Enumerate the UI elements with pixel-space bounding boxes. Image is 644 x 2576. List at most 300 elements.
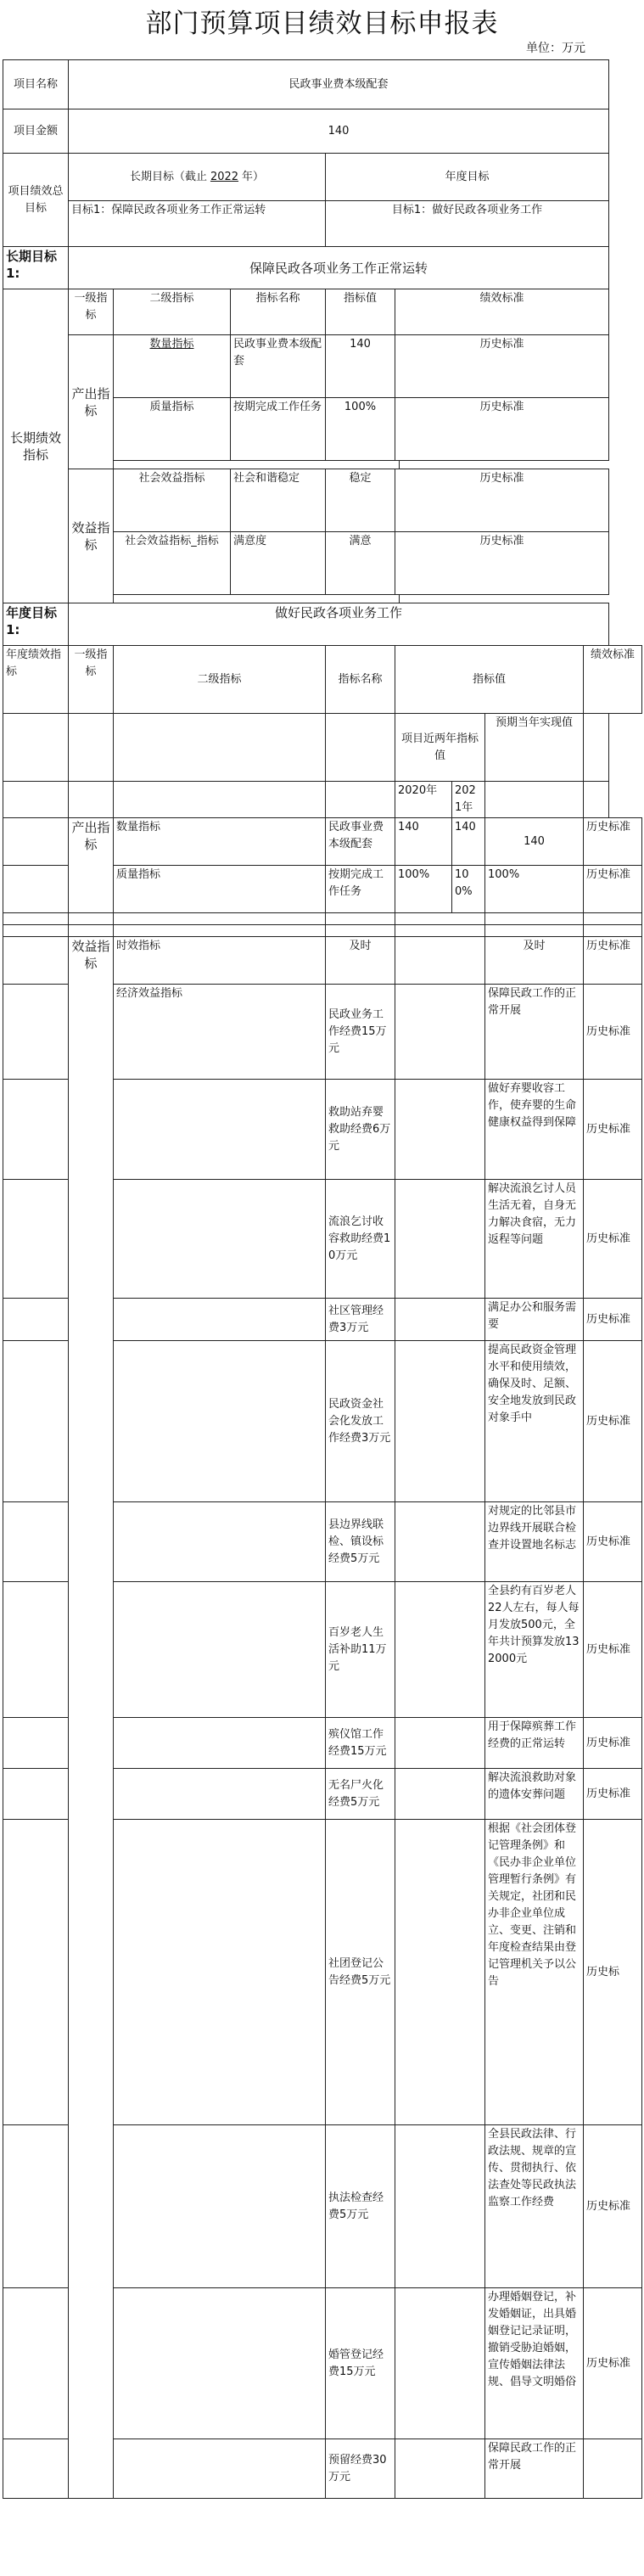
timeliness-expected bbox=[485, 937, 584, 985]
table-cell bbox=[395, 2439, 485, 2499]
header-level1 bbox=[69, 289, 114, 335]
econ-item-name-text: 社区管理经费3万元 bbox=[328, 1304, 384, 1334]
econ-item-standard bbox=[584, 2288, 642, 2439]
header-level1-text: 一级指标 bbox=[74, 292, 108, 322]
annual-output-level1 bbox=[69, 818, 114, 913]
table-cell bbox=[3, 714, 69, 782]
annual-output-standard-text: 历史标准 bbox=[586, 821, 631, 833]
table-cell bbox=[3, 2125, 69, 2288]
long-term-value bbox=[326, 398, 395, 461]
table-cell bbox=[69, 782, 114, 818]
econ-item-name bbox=[326, 1718, 395, 1769]
table-cell bbox=[326, 913, 395, 925]
annual-header-standard bbox=[584, 646, 642, 714]
recent-two-header-text: 项目近两年指标值 bbox=[400, 732, 479, 762]
annual-header-level2 bbox=[114, 646, 326, 714]
long-term-section-value bbox=[69, 247, 609, 289]
table-row bbox=[3, 247, 642, 289]
table-row bbox=[3, 289, 642, 335]
econ-item-name bbox=[326, 2288, 395, 2439]
timeliness-name bbox=[326, 937, 395, 985]
project-amount-label-text: 项目金额 bbox=[13, 124, 58, 137]
annual-output-2021-text: 140 bbox=[455, 821, 476, 833]
table-cell bbox=[584, 714, 609, 782]
long-term-level2-text: 社会效益指标_指标 bbox=[125, 535, 219, 547]
table-cell bbox=[3, 1180, 69, 1299]
econ-item-desc bbox=[485, 1180, 584, 1299]
annual-output-2021-text: 100% bbox=[455, 868, 473, 898]
page-title: 部门预算项目绩效目标申报表 bbox=[145, 8, 499, 39]
econ-item-name bbox=[326, 1180, 395, 1299]
annual-label-text: 年度目标 bbox=[445, 170, 490, 183]
econ-item-desc bbox=[485, 1769, 584, 1820]
econ-item-standard-text: 历史标准 bbox=[586, 1736, 631, 1749]
table-row bbox=[3, 335, 642, 398]
table-cell bbox=[395, 1769, 485, 1820]
header-value bbox=[326, 289, 395, 335]
econ-item-name bbox=[326, 2439, 395, 2499]
long-term-level2-text: 质量指标 bbox=[149, 401, 194, 413]
table-row bbox=[3, 60, 642, 109]
econ-item-standard-text: 历史标准 bbox=[586, 2356, 631, 2370]
econ-item-name-text: 救助站弃婴救助经费6万元 bbox=[328, 1105, 391, 1153]
econ-item-name-text: 预留经费30万元 bbox=[328, 2453, 387, 2483]
header-standard bbox=[395, 289, 609, 335]
econ-item-desc bbox=[485, 1299, 584, 1341]
annual-side-label bbox=[3, 646, 69, 714]
table-cell bbox=[395, 1820, 485, 2125]
expected-header bbox=[485, 714, 584, 782]
long-term-label-part: 2022 bbox=[210, 170, 239, 183]
annual-section-label bbox=[3, 603, 69, 646]
table-cell bbox=[3, 866, 69, 913]
project-amount-text: 140 bbox=[328, 124, 350, 137]
annual-output-expected-text: 100% bbox=[488, 868, 520, 881]
annual-output-level2 bbox=[114, 866, 326, 913]
econ-item-desc-text: 对规定的比邻县市边界线开展联合检查并设置地名标志 bbox=[488, 1505, 577, 1552]
table-cell bbox=[69, 925, 114, 937]
table-cell bbox=[485, 913, 584, 925]
long-term-standard bbox=[395, 398, 609, 461]
econ-item-standard-text: 历史标准 bbox=[586, 1414, 631, 1428]
year1-header bbox=[395, 782, 452, 818]
econ-item-standard-text: 历史标准 bbox=[586, 1787, 631, 1800]
long-term-label-part: 年） bbox=[242, 170, 265, 183]
annual-output-expected bbox=[485, 818, 584, 866]
long-term-name-text: 满意度 bbox=[233, 535, 267, 547]
table-row bbox=[3, 818, 642, 866]
table-cell bbox=[395, 937, 485, 985]
annual-output-2021 bbox=[452, 818, 485, 866]
table-cell bbox=[326, 782, 395, 818]
project-name bbox=[69, 60, 609, 109]
econ-item-desc bbox=[485, 985, 584, 1080]
table-row bbox=[3, 109, 642, 154]
table-row bbox=[3, 603, 642, 646]
project-name-label-text: 项目名称 bbox=[13, 77, 58, 91]
table-cell bbox=[114, 1080, 326, 1180]
econ-item-name-text: 县边界线联检、镇设标经费5万元 bbox=[328, 1518, 384, 1565]
table-cell bbox=[114, 2288, 326, 2439]
econ-item-name-text: 殡仪馆工作经费15万元 bbox=[328, 1727, 387, 1758]
table-cell bbox=[3, 1341, 69, 1502]
table-cell bbox=[114, 1718, 326, 1769]
econ-item-desc bbox=[485, 1080, 584, 1180]
table-cell bbox=[114, 1502, 326, 1582]
long-term-name bbox=[231, 532, 326, 595]
long-term-standard bbox=[395, 532, 609, 595]
long-term-level1-text: 产出指标 bbox=[71, 385, 110, 418]
table-cell bbox=[3, 1080, 69, 1180]
table-cell bbox=[395, 2288, 485, 2439]
econ-item-standard bbox=[584, 2125, 642, 2288]
table-row bbox=[3, 782, 642, 818]
table-cell bbox=[3, 1820, 69, 2125]
long-term-name bbox=[231, 335, 326, 398]
long-term-name bbox=[231, 398, 326, 461]
long-term-side-label bbox=[3, 289, 69, 603]
long-term-level2-text: 数量指标 bbox=[149, 338, 194, 351]
econ-item-name-text: 流浪乞讨收容救助经费10万元 bbox=[328, 1215, 391, 1262]
table-cell bbox=[326, 925, 395, 937]
econ-item-standard bbox=[584, 985, 642, 1080]
table-cell bbox=[584, 913, 642, 925]
long-term-value bbox=[326, 469, 395, 532]
long-term-value bbox=[326, 532, 395, 595]
econ-item-standard bbox=[584, 1180, 642, 1299]
annual-output-level2 bbox=[114, 818, 326, 866]
econ-item-name bbox=[326, 1820, 395, 2125]
econ-item-desc-text: 根据《社会团体登记管理条例》和《民办非企业单位管理暂行条例》有关规定，社团和民办非企业单位成立、变更、注销和年度检查结果由登记管理机关予以公告 bbox=[488, 1822, 577, 1988]
long-term-level1-text: 效益指标 bbox=[71, 519, 110, 553]
annual-output-name-text: 按期完成工作任务 bbox=[328, 868, 384, 898]
econ-item-desc bbox=[485, 2125, 584, 2288]
performance-table bbox=[3, 59, 642, 2499]
econ-item-name bbox=[326, 1502, 395, 1582]
header-name-text: 指标名称 bbox=[255, 292, 300, 305]
econ-item-desc-text: 用于保障殡葬工作经费的正常运转 bbox=[488, 1720, 577, 1750]
target-label bbox=[3, 154, 69, 247]
table-cell bbox=[114, 461, 400, 469]
econ-level2 bbox=[114, 985, 326, 1080]
target-label-text: 项目绩效总目标 bbox=[8, 184, 64, 215]
table-cell bbox=[3, 925, 69, 937]
table-cell bbox=[114, 1582, 326, 1718]
timeliness-standard bbox=[584, 937, 642, 985]
econ-item-standard bbox=[584, 1080, 642, 1180]
long-term-value-text: 稳定 bbox=[349, 472, 372, 485]
table-cell bbox=[114, 1180, 326, 1299]
table-cell bbox=[395, 1582, 485, 1718]
table-cell bbox=[3, 913, 69, 925]
long-term-level1 bbox=[69, 335, 114, 469]
table-cell bbox=[395, 925, 485, 937]
econ-item-standard-text: 历史标准 bbox=[586, 1024, 631, 1038]
long-term-label-part: 长期目标（截止 bbox=[129, 170, 207, 183]
table-cell bbox=[3, 2288, 69, 2439]
econ-item-desc bbox=[485, 1341, 584, 1502]
annual-header-value bbox=[395, 646, 584, 714]
econ-item-desc-text: 解决流浪乞讨人员生活无着，自身无力解决食宿，无力返程等问题 bbox=[488, 1182, 577, 1246]
econ-item-standard bbox=[584, 1718, 642, 1769]
table-row bbox=[3, 201, 642, 247]
econ-item-desc bbox=[485, 2288, 584, 2439]
long-term-name-text: 社会和谐稳定 bbox=[233, 472, 300, 485]
econ-item-name-text: 执法检查经费5万元 bbox=[328, 2191, 384, 2221]
econ-item-standard-text: 历史标 bbox=[586, 1965, 620, 1978]
econ-item-desc-text: 满足办公和服务需要 bbox=[488, 1301, 577, 1331]
table-cell bbox=[395, 1718, 485, 1769]
table-cell bbox=[114, 1299, 326, 1341]
econ-item-desc-text: 保障民政工作的正常开展 bbox=[488, 2442, 577, 2472]
recent-two-header bbox=[395, 714, 485, 782]
long-term-level2 bbox=[114, 469, 231, 532]
annual-side-label-text: 年度绩效指标 bbox=[6, 648, 62, 678]
annual-output-2020-text: 100% bbox=[398, 868, 430, 881]
table-row bbox=[3, 154, 642, 201]
table-cell bbox=[114, 913, 326, 925]
econ-item-name-text: 百岁老人生活补助11万元 bbox=[328, 1625, 387, 1673]
goal-long-text: 目标1：保障民政各项业务工作正常运转 bbox=[71, 204, 266, 216]
annual-output-standard-text: 历史标准 bbox=[586, 868, 631, 881]
long-term-level2 bbox=[114, 398, 231, 461]
year2-header bbox=[452, 782, 485, 818]
header-name bbox=[231, 289, 326, 335]
econ-item-standard bbox=[584, 1769, 642, 1820]
table-cell bbox=[3, 1582, 69, 1718]
econ-item-standard-text: 历史标准 bbox=[586, 2199, 631, 2213]
annual-output-2020-text: 140 bbox=[398, 821, 419, 833]
long-term-section-label-text: 长期目标1: bbox=[6, 249, 58, 281]
table-cell bbox=[114, 595, 400, 603]
table-cell bbox=[395, 985, 485, 1080]
table-row bbox=[3, 714, 642, 782]
annual-header-name bbox=[326, 646, 395, 714]
table-cell bbox=[69, 714, 114, 782]
econ-item-name-text: 社团登记公告经费5万元 bbox=[328, 1956, 391, 1987]
timeliness-expected-text: 及时 bbox=[523, 940, 546, 952]
annual-output-standard bbox=[584, 818, 642, 866]
long-term-value-text: 满意 bbox=[349, 535, 372, 547]
project-amount bbox=[69, 109, 609, 154]
econ-item-desc-text: 全县约有百岁老人22人左右，每人每月发放500元，全年共计预算发放132000元 bbox=[488, 1585, 580, 1665]
project-name-label bbox=[3, 60, 69, 109]
annual-output-name bbox=[326, 818, 395, 866]
table-cell bbox=[114, 925, 326, 937]
annual-header-level1-text: 一级指标 bbox=[74, 648, 108, 678]
table-cell bbox=[114, 1769, 326, 1820]
table-cell bbox=[3, 1502, 69, 1582]
table-cell bbox=[3, 1718, 69, 1769]
econ-item-desc bbox=[485, 2439, 584, 2499]
annual-header-standard-text: 绩效标准 bbox=[590, 648, 635, 661]
table-cell bbox=[114, 1341, 326, 1502]
long-term-section-label bbox=[3, 247, 69, 289]
econ-level2-text: 经济效益指标 bbox=[116, 987, 183, 1000]
annual-section-value-text: 做好民政各项业务工作 bbox=[275, 605, 403, 620]
econ-item-desc-text: 做好弃婴收容工作，使弃婴的生命健康权益得到保障 bbox=[488, 1082, 577, 1129]
long-term-standard bbox=[395, 469, 609, 532]
econ-item-desc-text: 解决流浪救助对象的遗体安葬问题 bbox=[488, 1771, 577, 1801]
year1-header-text: 2020年 bbox=[398, 784, 438, 797]
annual-header-level1 bbox=[69, 646, 114, 714]
table-cell bbox=[395, 1299, 485, 1341]
annual-output-level1-text: 产出指标 bbox=[71, 820, 110, 852]
goal-annual bbox=[326, 201, 609, 247]
project-amount-label bbox=[3, 109, 69, 154]
annual-benefit-level1-text: 效益指标 bbox=[71, 939, 110, 971]
table-cell bbox=[395, 1341, 485, 1502]
goal-long bbox=[69, 201, 326, 247]
table-cell bbox=[584, 925, 642, 937]
econ-item-standard bbox=[584, 1299, 642, 1341]
long-term-side-label-text: 长期绩效指标 bbox=[9, 429, 61, 463]
header-standard-text: 绩效标准 bbox=[479, 292, 524, 305]
long-term-standard-text: 历史标准 bbox=[479, 401, 524, 413]
long-term-standard-text: 历史标准 bbox=[479, 535, 524, 547]
long-term-name-text: 民政事业费本级配套 bbox=[233, 338, 322, 368]
long-term-level2 bbox=[114, 335, 231, 398]
table-cell bbox=[3, 782, 69, 818]
timeliness-standard-text: 历史标准 bbox=[586, 940, 631, 952]
long-term-label bbox=[69, 154, 326, 201]
econ-item-standard bbox=[584, 2439, 642, 2499]
long-term-value bbox=[326, 335, 395, 398]
table-cell bbox=[395, 1180, 485, 1299]
econ-item-name-text: 无名尸火化经费5万元 bbox=[328, 1778, 384, 1809]
econ-item-name bbox=[326, 1769, 395, 1820]
annual-output-name bbox=[326, 866, 395, 913]
expected-header-text: 预期当年实现值 bbox=[495, 716, 573, 729]
econ-item-standard bbox=[584, 1502, 642, 1582]
table-cell bbox=[584, 782, 609, 818]
annual-output-level2-text: 质量指标 bbox=[116, 868, 161, 881]
econ-item-name-text: 婚管登记经费15万元 bbox=[328, 2348, 384, 2378]
long-term-level2 bbox=[114, 532, 231, 595]
annual-output-2020 bbox=[395, 818, 452, 866]
table-cell bbox=[395, 913, 485, 925]
annual-header-level2-text: 二级指标 bbox=[197, 672, 242, 686]
econ-item-name bbox=[326, 1080, 395, 1180]
econ-item-standard-text: 历史标准 bbox=[586, 1312, 631, 1326]
long-term-standard bbox=[395, 335, 609, 398]
long-term-name bbox=[231, 469, 326, 532]
table-cell bbox=[114, 782, 326, 818]
econ-item-desc-text: 保障民政工作的正常开展 bbox=[488, 987, 577, 1017]
annual-benefit-level1 bbox=[69, 937, 114, 2499]
annual-output-2021 bbox=[452, 866, 485, 913]
header-level2 bbox=[114, 289, 231, 335]
table-body bbox=[3, 60, 642, 2499]
table-row bbox=[3, 937, 642, 985]
annual-output-2020 bbox=[395, 866, 452, 913]
econ-item-standard-text: 历史标准 bbox=[586, 1535, 631, 1548]
report-sheet bbox=[3, 59, 642, 2499]
econ-item-desc-text: 提高民政资金管理水平和使用绩效，确保及时、足额、安全地发放到民政对象手中 bbox=[488, 1344, 577, 1424]
econ-item-standard bbox=[584, 1341, 642, 1502]
table-row bbox=[3, 925, 642, 937]
table-cell bbox=[3, 1769, 69, 1820]
annual-header-name-text: 指标名称 bbox=[338, 672, 383, 686]
annual-section-value bbox=[69, 603, 609, 646]
econ-item-name-text: 民政资金社会化发放工作经费3万元 bbox=[328, 1397, 391, 1445]
table-cell bbox=[3, 2439, 69, 2499]
annual-output-level2-text: 数量指标 bbox=[116, 821, 161, 833]
long-term-name-text: 按期完成工作任务 bbox=[233, 401, 322, 413]
long-term-level1 bbox=[69, 469, 114, 603]
timeliness-level2 bbox=[114, 937, 326, 985]
table-cell bbox=[395, 1080, 485, 1180]
econ-item-name bbox=[326, 1582, 395, 1718]
table-cell bbox=[485, 925, 584, 937]
econ-item-desc bbox=[485, 1582, 584, 1718]
econ-item-standard-text: 历史标准 bbox=[586, 1232, 631, 1245]
econ-item-desc-text: 全县民政法律、行政法规、规章的宣传、贯彻执行、依法查处等民政执法监察工作经费 bbox=[488, 2128, 577, 2208]
long-term-value-text: 100% bbox=[344, 401, 377, 413]
table-cell bbox=[114, 1820, 326, 2125]
table-row bbox=[3, 913, 642, 925]
table-cell bbox=[114, 2439, 326, 2499]
table-cell bbox=[3, 1299, 69, 1341]
econ-item-name bbox=[326, 2125, 395, 2288]
annual-output-standard bbox=[584, 866, 642, 913]
table-cell bbox=[326, 714, 395, 782]
year2-header-text: 2021年 bbox=[455, 784, 476, 814]
econ-item-standard bbox=[584, 1582, 642, 1718]
econ-item-name bbox=[326, 1341, 395, 1502]
table-row bbox=[3, 646, 642, 714]
econ-item-name-text: 民政业务工作经费15万元 bbox=[328, 1007, 387, 1055]
econ-item-standard-text: 历史标准 bbox=[586, 1642, 631, 1656]
table-row bbox=[3, 469, 642, 532]
annual-output-expected bbox=[485, 866, 584, 913]
table-cell bbox=[69, 913, 114, 925]
annual-section-label-text: 年度目标1: bbox=[6, 605, 58, 637]
table-cell bbox=[114, 2125, 326, 2288]
goal-annual-text: 目标1：做好民政各项业务工作 bbox=[391, 204, 543, 216]
long-term-section-value-text: 保障民政各项业务工作正常运转 bbox=[249, 260, 428, 276]
econ-item-name bbox=[326, 985, 395, 1080]
table-cell bbox=[3, 818, 69, 866]
unit-label: 单位：万元 bbox=[526, 42, 585, 55]
long-term-value-text: 140 bbox=[350, 338, 371, 351]
econ-item-name bbox=[326, 1299, 395, 1341]
econ-item-desc bbox=[485, 1718, 584, 1769]
econ-item-standard-text: 历史标准 bbox=[586, 1122, 631, 1136]
annual-label bbox=[326, 154, 609, 201]
table-cell bbox=[3, 985, 69, 1080]
timeliness-name-text: 及时 bbox=[349, 940, 372, 952]
annual-output-expected-text: 140 bbox=[524, 834, 545, 848]
long-term-standard-text: 历史标准 bbox=[479, 472, 524, 485]
long-term-level2-text: 社会效益指标 bbox=[138, 472, 205, 485]
econ-item-desc bbox=[485, 1820, 584, 2125]
econ-item-standard bbox=[584, 1820, 642, 2125]
econ-item-desc-text: 办理婚姻登记，补发婚姻证，出具婚姻登记记录证明，撤销受胁迫婚姻，宣传婚姻法律法规、倡导文明婚俗 bbox=[488, 2291, 577, 2388]
table-cell bbox=[114, 714, 326, 782]
project-name-text: 民政事业费本级配套 bbox=[288, 77, 389, 91]
econ-item-desc bbox=[485, 1502, 584, 1582]
table-cell bbox=[395, 1502, 485, 1582]
annual-output-name-text: 民政事业费本级配套 bbox=[328, 821, 384, 850]
timeliness-level2-text: 时效指标 bbox=[116, 940, 161, 952]
table-cell bbox=[485, 782, 584, 818]
header-value-text: 指标值 bbox=[343, 292, 377, 305]
table-cell bbox=[395, 2125, 485, 2288]
annual-header-value-text: 指标值 bbox=[472, 672, 506, 686]
long-term-standard-text: 历史标准 bbox=[479, 338, 524, 351]
table-cell bbox=[3, 937, 69, 985]
